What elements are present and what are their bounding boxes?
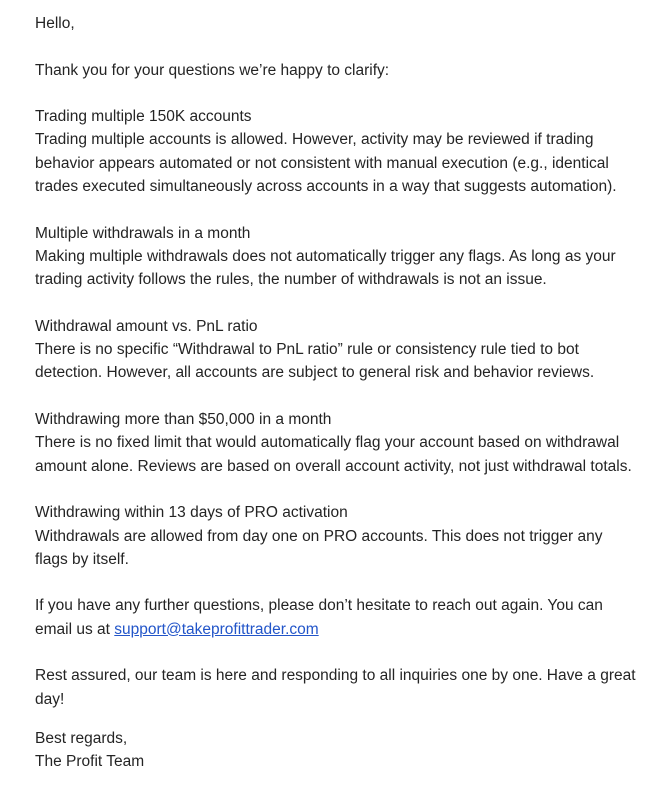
section-pnl-ratio: [35, 315, 637, 385]
support-email-link[interactable]: support@takeprofittrader.com: [114, 620, 319, 638]
section-body: There is no fixed limit that would automatically flag your account based on withdrawal amount alone. Reviews are based on overall account activity, not just withdrawal totals.: [35, 434, 632, 475]
further-questions: [35, 594, 637, 641]
section-body: There is no specific “Withdrawal to PnL ratio” rule or consistency rule tied to bot detection. However, all accounts are subject to general risk and behavior reviews.: [35, 341, 595, 382]
section-body: Trading multiple accounts is allowed. However, activity may be reviewed if trading behavior appears automated or not consistent with manual execution (e.g., identical trades executed simultaneously across accounts in a way that suggests automation).: [35, 131, 617, 196]
section-body: Withdrawals are allowed from day one on PRO accounts. This does not trigger any flags by itself.: [35, 527, 603, 568]
section-withdrawal-limit: [35, 408, 637, 478]
greeting: Hello,: [35, 15, 75, 32]
intro-text: Thank you for your questions we’re happy to clarify:: [35, 61, 390, 79]
section-pro-activation: [35, 501, 637, 571]
section-heading: Multiple withdrawals in a month: [35, 224, 251, 242]
section-multiple-accounts: [35, 105, 637, 198]
signature: The Profit Team: [35, 753, 145, 771]
section-body: Making multiple withdrawals does not automatically trigger any flags. As long as your trading activity follows the rules, the number of withdrawals is not an issue.: [35, 247, 616, 289]
section-heading: Withdrawal amount vs. PnL ratio: [35, 317, 258, 335]
signoff: Best regards,: [35, 729, 128, 747]
section-heading: Withdrawing within 13 days of PRO activation: [35, 504, 348, 522]
section-multiple-withdrawals: [35, 222, 637, 292]
section-heading: Withdrawing more than $50,000 in a month: [35, 411, 332, 429]
closing-note: Rest assured, our team is here and responding to all inquiries one by one. Have a great day!: [35, 667, 636, 708]
section-heading: Trading multiple 150K accounts: [35, 108, 252, 126]
further-questions-text: If you have any further questions, please don’t hesitate to reach out again. You can email us at: [35, 597, 603, 638]
